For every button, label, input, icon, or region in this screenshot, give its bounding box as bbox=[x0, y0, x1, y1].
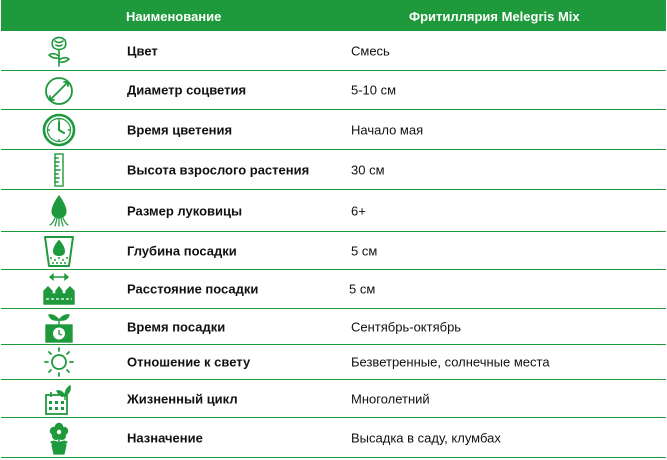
param-value: Многолетний bbox=[351, 391, 430, 406]
table-row bbox=[1, 309, 666, 345]
param-label: Отношение к свету bbox=[127, 354, 251, 370]
param-value: Безветренные, солнечные места bbox=[351, 354, 550, 370]
param-value: 5-10 см bbox=[351, 82, 397, 98]
table-header bbox=[1, 0, 666, 32]
planting-time-icon bbox=[1, 309, 119, 344]
param-label: Расстояние посадки bbox=[127, 281, 259, 297]
param-label: Время посадки bbox=[127, 319, 226, 334]
clock-icon bbox=[1, 110, 119, 149]
param-value: Смесь bbox=[351, 43, 390, 59]
table-row bbox=[1, 190, 666, 232]
header-name-label: Наименование bbox=[126, 9, 222, 24]
param-label: Цвет bbox=[127, 43, 158, 59]
characteristics-table bbox=[1, 0, 666, 458]
param-value: 5 см bbox=[349, 281, 376, 297]
table-row bbox=[1, 380, 666, 418]
bulb-icon bbox=[1, 190, 119, 231]
param-label: Высота взрослого растения bbox=[127, 162, 310, 177]
param-value: Начало мая bbox=[351, 122, 424, 137]
table-row bbox=[1, 270, 666, 309]
ruler-icon bbox=[1, 150, 119, 189]
flower-pot-icon bbox=[1, 418, 119, 457]
table-row bbox=[1, 32, 666, 71]
param-label: Глубина посадки bbox=[127, 243, 237, 258]
param-value: Сентябрь-октябрь bbox=[351, 319, 462, 334]
table-row bbox=[1, 418, 666, 458]
param-label: Диаметр соцветия bbox=[127, 82, 247, 98]
planting-distance-icon bbox=[1, 270, 119, 308]
table-row bbox=[1, 110, 666, 150]
planting-depth-icon bbox=[1, 232, 119, 269]
sun-icon bbox=[1, 345, 119, 379]
table-row bbox=[1, 150, 666, 190]
table-row bbox=[1, 232, 666, 270]
param-label: Назначение bbox=[127, 430, 203, 445]
param-value: 5 см bbox=[351, 243, 378, 258]
table-row bbox=[1, 345, 666, 380]
header-product-label: Фритиллярия Melegris Mix bbox=[409, 9, 580, 24]
rose-icon bbox=[1, 32, 119, 70]
param-label: Размер луковицы bbox=[127, 203, 243, 218]
calendar-sprout-icon bbox=[1, 380, 119, 417]
param-value: Высадка в саду, клумбах bbox=[351, 430, 501, 445]
param-label: Жизненный цикл bbox=[127, 391, 238, 406]
param-value: 30 см bbox=[351, 162, 385, 177]
table-row bbox=[1, 71, 666, 110]
param-label: Время цветения bbox=[127, 122, 233, 137]
diameter-icon bbox=[1, 71, 119, 109]
param-value: 6+ bbox=[351, 203, 366, 218]
